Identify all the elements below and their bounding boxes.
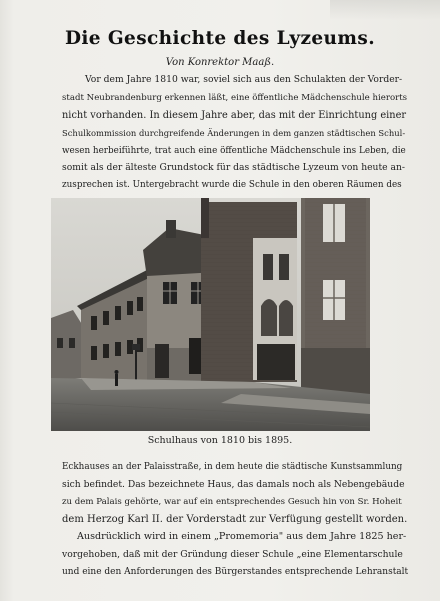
- paper-shadow: [330, 0, 440, 20]
- text-line: sich befindet. Das bezeichnete Haus, das damals noch als Nebengebäude: [62, 479, 405, 490]
- text-line: Eckhauses an der Palaisstraße, in dem heute die städtische Kunstsammlung: [62, 462, 403, 472]
- author-line: Von Konrektor Maaß.: [165, 57, 275, 68]
- school-building-illustration: [51, 198, 370, 431]
- text-line: zu dem Palais gehörte, war auf ein entsprechendes Gesuch hin von Sr. Hoheit: [62, 497, 402, 507]
- text-line: Ausdrücklich wird in einem „Promemoria" aus dem Jahre 1825 her-: [77, 531, 407, 542]
- text-line: und eine den Anforderungen des Bürgerstandes entsprechende Lehranstalt: [62, 567, 409, 577]
- text-line: stadt Neubrandenburg erkennen läßt, eine öffentliche Mädchenschule hierorts: [62, 93, 408, 103]
- text-line: nicht vorhanden. In diesem Jahre aber, das mit der Einrichtung einer: [62, 110, 407, 121]
- text-line: Schulkommission durchgreifende Änderungen in dem ganzen städtischen Schul-: [62, 128, 406, 138]
- school-building-photo: [51, 198, 370, 431]
- text-line: dem Herzog Karl II. der Vorderstadt zur Verfügung gestellt worden.: [62, 514, 408, 525]
- text-line: somit als der älteste Grundstock für das städtische Lyzeum von heute an-: [62, 162, 406, 173]
- text-line: vorgehoben, daß mit der Gründung dieser Schule „eine Elementarschule: [62, 549, 403, 560]
- text-line: zusprechen ist. Untergebracht wurde die Schule in den oberen Räumen des: [62, 180, 402, 190]
- text-line: Vor dem Jahre 1810 war, soviel sich aus den Schulakten der Vorder-: [85, 74, 403, 85]
- page-title: Die Geschichte des Lyzeums.: [64, 28, 376, 49]
- photo-caption: Schulhaus von 1810 bis 1895.: [147, 435, 293, 446]
- text-line: wesen herbeiführte, trat auch eine öffentliche Mädchenschule ins Leben, die: [62, 146, 406, 156]
